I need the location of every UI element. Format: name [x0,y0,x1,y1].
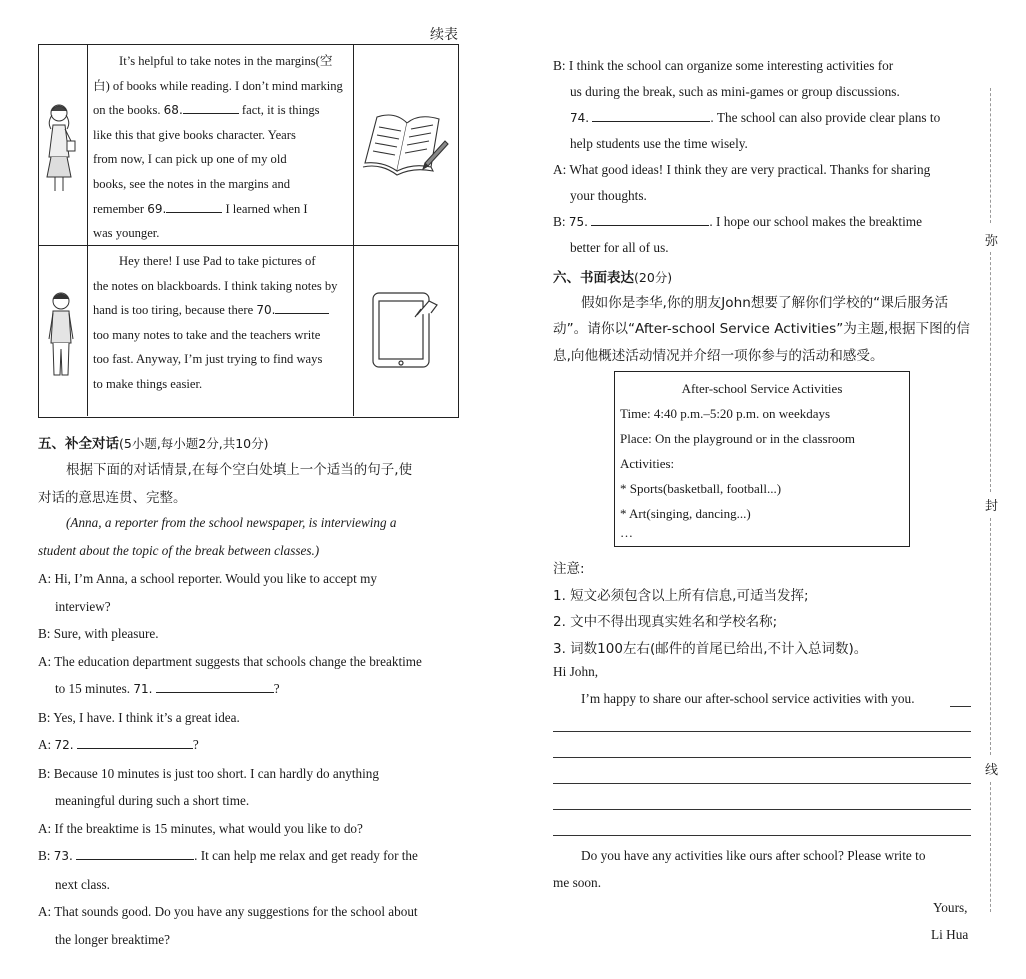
dialogue-line: us during the break, such as mini-games or group discussions. [570,84,900,99]
dialogue-line: A: If the breaktime is 15 minutes, what would you like to do? [38,820,363,836]
info-activities: Activities: [620,456,675,471]
dialogue-continued [553,53,973,261]
continued-label: 续表 [430,27,458,43]
text-line: was younger. [93,226,160,241]
info-sports: * Sports(basketball, football...) [620,481,782,496]
answer-blank-74[interactable] [592,107,710,122]
writing-line[interactable] [553,809,971,810]
binding-dash-line [990,782,991,912]
text-line: 白) of books while reading. I don’t mind marking [93,78,343,93]
section5-title: 五、补全对话 [38,436,119,452]
binding-mark-xian: 线 [985,763,999,778]
section6-title: 六、书面表达 [553,270,634,286]
section6-score: (20分) [634,270,673,285]
info-more: … [620,525,633,540]
boy-icon [39,245,88,416]
text-line: It’s helpful to take notes in the margins(空 [119,54,333,68]
binding-dash-line [990,88,991,223]
dialogue-line: A: That sounds good. Do you have any suggestions for the school about [38,904,418,919]
text-line: on the books. 68. fact, it is things [93,98,348,123]
text-line: the notes on blackboards. I think taking notes by [93,278,338,293]
letter-signoff: Yours, [933,900,968,915]
note-item: 1. 短文必须包含以上所有信息,可适当发挥; [553,588,809,604]
tablet-stylus-icon [355,245,458,416]
dialogue-line: B: Sure, with pleasure. [38,626,159,641]
writing-line[interactable] [553,835,971,836]
dialogue [38,565,463,953]
question-number: 75. [568,215,588,229]
dialogue-line: help students use the time wisely. [570,136,748,151]
letter-signature: Li Hua [931,927,969,942]
writing-prompt-cont: 动”。请你以“After-school Service Activities”为主题,根据下图的信 [553,321,970,337]
dialogue-line: better for all of us. [570,240,669,255]
binding-mark-feng: 封 [985,499,999,514]
writing-prompt-cont: 息,向他概述活动情况并介绍一项你参与的活动和感受。 [553,348,884,364]
dialogue-line: your thoughts. [570,188,647,203]
answer-blank-75[interactable] [591,211,709,226]
writing-line[interactable] [553,731,971,732]
letter-greeting: Hi John, [553,664,599,679]
info-art: * Art(singing, dancing...) [620,506,751,521]
answer-blank-73[interactable] [76,845,194,860]
question-number: 69. [147,201,167,216]
question-number: 71. [133,682,153,696]
question-number: 70. [256,303,276,318]
dialogue-line: A: The education department suggests that schools change the breaktime [38,653,422,669]
text-line: hand is too tiring, because there 70. [93,298,348,323]
text-line: like this that give books character. Years [93,127,296,142]
note-text-girl [88,45,354,245]
dialogue-line: interview? [55,598,111,614]
letter-opening: I’m happy to share our after-school service activities with you. [581,691,915,706]
text-line: too many notes to take and the teachers write [93,327,321,342]
writing-prompt: 假如你是李华,你的朋友John想要了解你们学校的“课后服务活 [581,295,949,311]
text-line: remember 69. I learned when I [93,197,348,222]
answer-blank-71[interactable] [156,678,274,693]
dialogue-line: the longer breaktime? [55,931,170,947]
answer-blank-68[interactable] [183,99,239,114]
info-place: Place: On the playground or in the classroom [620,431,856,446]
binding-dash-line [990,518,991,755]
dialogue-scene: (Anna, a reporter from the school newspaper, is interviewing a [66,515,397,530]
dialogue-line: to 15 minutes. 71. ? [38,675,463,704]
note-item: 3. 词数100左右(邮件的首尾已给出,不计入总词数)。 [553,641,868,657]
text-line: from now, I can pick up one of my old [93,152,287,167]
text-line: books, see the notes in the margins and [93,176,291,191]
writing-line[interactable] [950,706,971,707]
text-line: too fast. Anyway, I’m just trying to find ways [93,352,323,367]
section5-title-line [38,432,269,452]
dialogue-line: A: Hi, I’m Anna, a school reporter. Would you like to accept my [38,571,377,586]
writing-line[interactable] [553,783,971,784]
table-row [39,45,458,246]
question-number: 73. [53,849,73,863]
open-book-pen-icon [355,45,458,245]
dialogue-scene-cont: student about the topic of the break between classes.) [38,543,320,558]
writing-line[interactable] [553,757,971,758]
dialogue-line: B: I think the school can organize some interesting activities for [553,58,894,73]
answer-blank-69[interactable] [166,198,222,213]
activities-info-box [614,371,910,547]
text-line: Hey there! I use Pad to take pictures of [119,254,316,268]
girl-icon [39,45,88,245]
notes-table [38,44,459,418]
section6-title-line [553,266,672,286]
table-row [39,245,458,416]
letter-closing-cont: me soon. [553,875,602,890]
dialogue-line: next class. [55,876,110,892]
dialogue-line: meaningful during such a short time. [55,793,250,808]
text-line: to make things easier. [93,376,203,391]
letter-closing: Do you have any activities like ours after school? Please write to [581,848,926,863]
note-text-boy [88,245,354,416]
dialogue-line: A: What good ideas! I think they are very practical. Thanks for sharing [553,162,931,177]
dialogue-line: B: 75. . I hope our school makes the breaktime [553,209,973,235]
dialogue-line: B: Yes, I have. I think it’s a great idea. [38,709,240,725]
section5-instruction: 根据下面的对话情景,在每个空白处填上一个适当的句子,使 [66,462,413,478]
question-number: 68. [163,103,183,118]
section5-score: (5小题,每小题2分,共10分) [119,436,269,451]
binding-dash-line [990,252,991,492]
dialogue-line: 74. . The school can also provide clear plans to [553,105,973,131]
dialogue-line: A: 72. ? [38,731,463,760]
binding-mark-mi: 弥 [985,234,999,249]
note-item: 2. 文中不得出现真实姓名和学校名称; [553,614,778,630]
section5-instruction-cont: 对话的意思连贯、完整。 [38,490,187,506]
notes-title: 注意: [553,561,585,577]
question-number: 74. [570,111,590,125]
dialogue-line: B: 73. . It can help me relax and get ready for the [38,842,463,871]
dialogue-line: B: Because 10 minutes is just too short. I can hardly do anything [38,765,379,781]
info-box-title: After-school Service Activities [681,381,843,396]
info-time: Time: 4:40 p.m.–5:20 p.m. on weekdays [620,406,831,421]
question-number: 72. [54,738,74,752]
answer-blank-72[interactable] [77,734,193,749]
answer-blank-70[interactable] [275,299,329,314]
